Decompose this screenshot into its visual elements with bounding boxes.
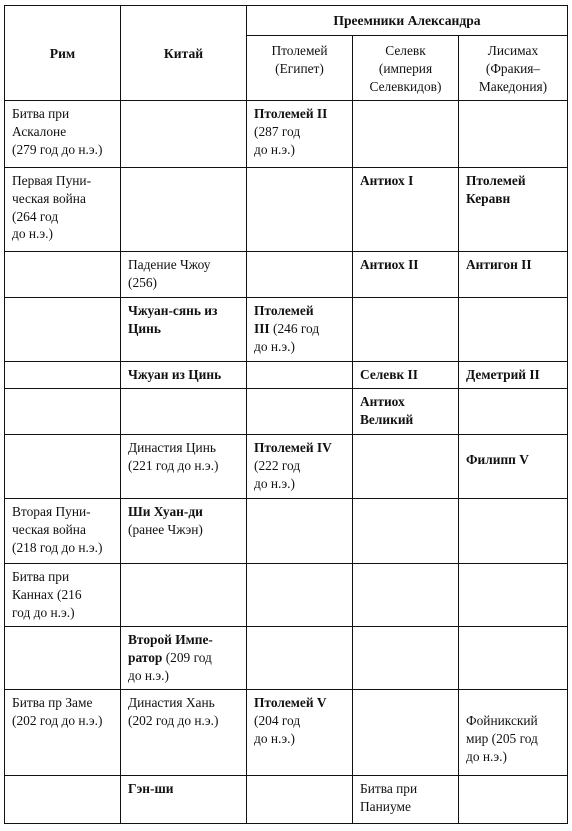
cell-china: Гэн-ши xyxy=(121,776,247,824)
cell-rome xyxy=(5,252,121,298)
table-row xyxy=(5,435,568,499)
table-row xyxy=(5,690,568,776)
header-lysimachus: Лисимах (Фракия– Македония) xyxy=(459,36,568,101)
cell-rome xyxy=(5,389,121,435)
cell-rome: Битва при Аскалоне (279 год до н.э.) xyxy=(5,101,121,168)
cell-lysimachus: Птолемей Керавн xyxy=(459,168,568,252)
cell-lysimachus xyxy=(459,298,568,362)
cell-ptolemy xyxy=(247,564,353,627)
table-row xyxy=(5,168,568,252)
cell-seleucus: Селевк II xyxy=(353,362,459,389)
cell-rome xyxy=(5,627,121,690)
cell-seleucus xyxy=(353,298,459,362)
cell-china xyxy=(121,101,247,168)
cell-seleucus xyxy=(353,499,459,564)
cell-seleucus xyxy=(353,690,459,776)
cell-china: Ши Хуан-ди (ранее Чжэн) xyxy=(121,499,247,564)
cell-rome xyxy=(5,362,121,389)
table-row xyxy=(5,499,568,564)
cell-ptolemy: Птолемей II (287 год до н.э.) xyxy=(247,101,353,168)
table-row xyxy=(5,298,568,362)
cell-seleucus: Антиох Великий xyxy=(353,389,459,435)
cell-ptolemy: Птолемей V (204 год до н.э.) xyxy=(247,690,353,776)
table-row xyxy=(5,101,568,168)
cell-china xyxy=(121,564,247,627)
cell-china: Второй Импе- ратор (209 год до н.э.) xyxy=(121,627,247,690)
cell-lysimachus xyxy=(459,776,568,824)
cell-ptolemy: Птолемей IV (222 год до н.э.) xyxy=(247,435,353,499)
header-rome: Рим xyxy=(5,6,121,101)
cell-ptolemy xyxy=(247,627,353,690)
cell-seleucus: Битва при Паниуме xyxy=(353,776,459,824)
cell-china xyxy=(121,168,247,252)
cell-rome: Первая Пуни- ческая война (264 год до н.э.) xyxy=(5,168,121,252)
cell-lysimachus: Антигон II xyxy=(459,252,568,298)
cell-seleucus xyxy=(353,564,459,627)
cell-seleucus xyxy=(353,101,459,168)
header-successors: Преемники Александра xyxy=(247,6,568,36)
cell-ptolemy: Птолемей III (246 год до н.э.) xyxy=(247,298,353,362)
table-row xyxy=(5,389,568,435)
cell-china: Чжуан-сянь из Цинь xyxy=(121,298,247,362)
cell-seleucus: Антиох I xyxy=(353,168,459,252)
cell-lysimachus: Фойникский мир (205 год до н.э.) xyxy=(459,690,568,776)
cell-china: Династия Хань (202 год до н.э.) xyxy=(121,690,247,776)
cell-ptolemy xyxy=(247,499,353,564)
chronology-table xyxy=(4,5,568,824)
cell-china xyxy=(121,389,247,435)
header-seleucus: Селевк (империя Селевкидов) xyxy=(353,36,459,101)
table-header-row xyxy=(5,6,568,36)
cell-lysimachus xyxy=(459,499,568,564)
cell-rome: Битва при Каннах (216 год до н.э.) xyxy=(5,564,121,627)
table-row xyxy=(5,627,568,690)
cell-lysimachus xyxy=(459,564,568,627)
table-row xyxy=(5,362,568,389)
cell-seleucus: Антиох II xyxy=(353,252,459,298)
table-row xyxy=(5,564,568,627)
cell-ptolemy xyxy=(247,776,353,824)
cell-china: Династия Цинь (221 год до н.э.) xyxy=(121,435,247,499)
cell-lysimachus: Филипп V xyxy=(459,435,568,499)
cell-lysimachus xyxy=(459,627,568,690)
table-row xyxy=(5,776,568,824)
header-china: Китай xyxy=(121,6,247,101)
cell-rome xyxy=(5,776,121,824)
cell-rome xyxy=(5,435,121,499)
cell-lysimachus xyxy=(459,389,568,435)
table-row xyxy=(5,252,568,298)
cell-rome: Битва пр Заме (202 год до н.э.) xyxy=(5,690,121,776)
cell-seleucus xyxy=(353,627,459,690)
cell-lysimachus: Деметрий II xyxy=(459,362,568,389)
cell-china: Чжуан из Цинь xyxy=(121,362,247,389)
cell-ptolemy xyxy=(247,389,353,435)
cell-lysimachus xyxy=(459,101,568,168)
cell-rome xyxy=(5,298,121,362)
cell-rome: Вторая Пуни- ческая война (218 год до н.э.) xyxy=(5,499,121,564)
cell-ptolemy xyxy=(247,362,353,389)
cell-china: Падение Чжоу (256) xyxy=(121,252,247,298)
cell-ptolemy xyxy=(247,168,353,252)
cell-ptolemy xyxy=(247,252,353,298)
header-ptolemy: Птолемей (Египет) xyxy=(247,36,353,101)
cell-seleucus xyxy=(353,435,459,499)
